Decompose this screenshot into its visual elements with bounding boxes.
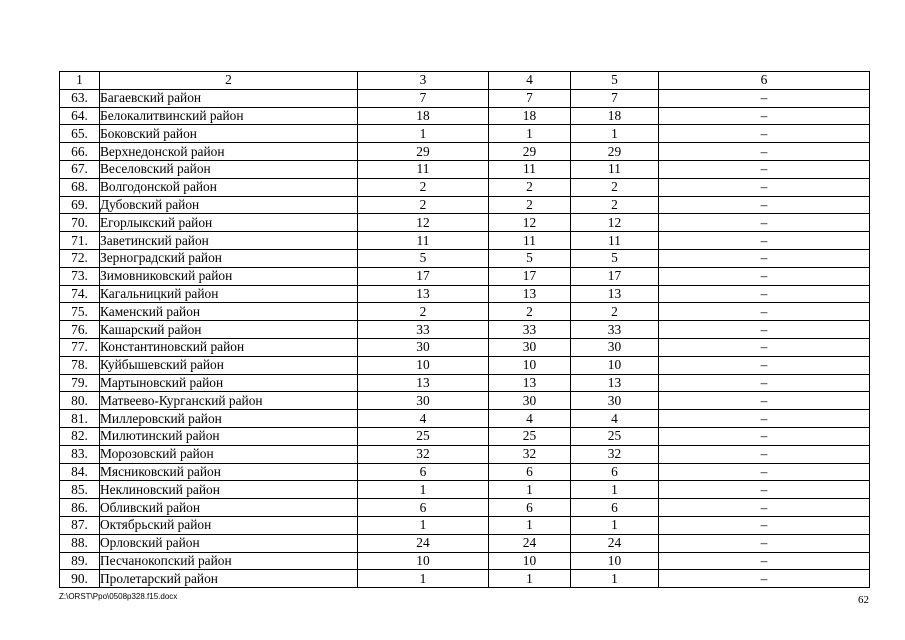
row-number: 72. [60, 249, 100, 267]
value-col-4: 5 [489, 249, 571, 267]
district-name: Морозовский район [100, 445, 358, 463]
value-col-6: – [659, 285, 870, 303]
value-col-3: 1 [358, 570, 489, 588]
value-col-6: – [659, 427, 870, 445]
value-col-4: 1 [489, 125, 571, 143]
value-col-5: 6 [571, 499, 659, 517]
row-number: 78. [60, 356, 100, 374]
value-col-6: – [659, 481, 870, 499]
table-row [60, 463, 870, 481]
row-number: 84. [60, 463, 100, 481]
value-col-3: 1 [358, 125, 489, 143]
row-number: 82. [60, 427, 100, 445]
table-row [60, 125, 870, 143]
header-cell-1: 1 [60, 72, 100, 90]
value-col-4: 2 [489, 196, 571, 214]
district-name: Октябрьский район [100, 516, 358, 534]
table-row [60, 481, 870, 499]
table-row [60, 160, 870, 178]
row-number: 66. [60, 143, 100, 161]
value-col-4: 2 [489, 178, 571, 196]
district-name: Багаевский район [100, 89, 358, 107]
value-col-5: 1 [571, 516, 659, 534]
table-row [60, 356, 870, 374]
row-number: 90. [60, 570, 100, 588]
header-cell-2: 2 [100, 72, 358, 90]
value-col-6: – [659, 356, 870, 374]
value-col-5: 10 [571, 552, 659, 570]
value-col-6: – [659, 267, 870, 285]
row-number: 69. [60, 196, 100, 214]
value-col-5: 1 [571, 481, 659, 499]
value-col-3: 6 [358, 499, 489, 517]
row-number: 79. [60, 374, 100, 392]
district-name: Волгодонской район [100, 178, 358, 196]
column-number-row [60, 72, 870, 90]
district-name: Каменский район [100, 303, 358, 321]
district-name: Дубовский район [100, 196, 358, 214]
value-col-4: 11 [489, 160, 571, 178]
value-col-6: – [659, 338, 870, 356]
district-name: Белокалитвинский район [100, 107, 358, 125]
value-col-6: – [659, 196, 870, 214]
header-cell-4: 4 [489, 72, 571, 90]
value-col-4: 2 [489, 303, 571, 321]
value-col-3: 2 [358, 178, 489, 196]
value-col-3: 30 [358, 392, 489, 410]
value-col-4: 1 [489, 516, 571, 534]
row-number: 88. [60, 534, 100, 552]
value-col-4: 30 [489, 392, 571, 410]
value-col-6: – [659, 516, 870, 534]
row-number: 87. [60, 516, 100, 534]
table-row [60, 534, 870, 552]
value-col-5: 13 [571, 374, 659, 392]
value-col-3: 11 [358, 160, 489, 178]
value-col-5: 30 [571, 338, 659, 356]
row-number: 86. [60, 499, 100, 517]
value-col-3: 13 [358, 285, 489, 303]
district-name: Милютинский район [100, 427, 358, 445]
value-col-6: – [659, 143, 870, 161]
district-name: Зерноградский район [100, 249, 358, 267]
value-col-5: 17 [571, 267, 659, 285]
district-name: Зимовниковский район [100, 267, 358, 285]
value-col-6: – [659, 374, 870, 392]
table-row [60, 374, 870, 392]
row-number: 65. [60, 125, 100, 143]
district-name: Егорлыкский район [100, 214, 358, 232]
district-name: Неклиновский район [100, 481, 358, 499]
districts-table [59, 71, 870, 588]
district-name: Заветинский район [100, 232, 358, 250]
value-col-3: 33 [358, 321, 489, 339]
value-col-3: 24 [358, 534, 489, 552]
value-col-5: 33 [571, 321, 659, 339]
value-col-3: 25 [358, 427, 489, 445]
table-row [60, 232, 870, 250]
value-col-4: 1 [489, 481, 571, 499]
table-row [60, 143, 870, 161]
value-col-6: – [659, 214, 870, 232]
value-col-6: – [659, 321, 870, 339]
value-col-3: 30 [358, 338, 489, 356]
value-col-3: 4 [358, 410, 489, 428]
value-col-5: 30 [571, 392, 659, 410]
value-col-6: – [659, 232, 870, 250]
row-number: 71. [60, 232, 100, 250]
table-row [60, 427, 870, 445]
district-name: Кагальницкий район [100, 285, 358, 303]
value-col-6: – [659, 463, 870, 481]
row-number: 64. [60, 107, 100, 125]
value-col-3: 1 [358, 516, 489, 534]
value-col-4: 1 [489, 570, 571, 588]
value-col-5: 2 [571, 196, 659, 214]
table-row [60, 338, 870, 356]
value-col-3: 32 [358, 445, 489, 463]
value-col-3: 12 [358, 214, 489, 232]
value-col-4: 25 [489, 427, 571, 445]
table-row [60, 410, 870, 428]
table-row [60, 445, 870, 463]
row-number: 76. [60, 321, 100, 339]
value-col-5: 11 [571, 160, 659, 178]
row-number: 68. [60, 178, 100, 196]
value-col-4: 12 [489, 214, 571, 232]
value-col-6: – [659, 552, 870, 570]
district-name: Мартыновский район [100, 374, 358, 392]
value-col-4: 29 [489, 143, 571, 161]
row-number: 83. [60, 445, 100, 463]
value-col-5: 2 [571, 303, 659, 321]
value-col-5: 32 [571, 445, 659, 463]
table-row [60, 321, 870, 339]
value-col-6: – [659, 445, 870, 463]
table-row [60, 552, 870, 570]
value-col-3: 10 [358, 552, 489, 570]
header-cell-3: 3 [358, 72, 489, 90]
district-name: Орловский район [100, 534, 358, 552]
value-col-6: – [659, 178, 870, 196]
district-name: Верхнедонской район [100, 143, 358, 161]
district-name: Пролетарский район [100, 570, 358, 588]
row-number: 74. [60, 285, 100, 303]
district-name: Константиновский район [100, 338, 358, 356]
row-number: 80. [60, 392, 100, 410]
value-col-4: 6 [489, 499, 571, 517]
table-row [60, 249, 870, 267]
value-col-3: 17 [358, 267, 489, 285]
value-col-6: – [659, 499, 870, 517]
district-name: Песчанокопский район [100, 552, 358, 570]
value-col-4: 18 [489, 107, 571, 125]
value-col-3: 6 [358, 463, 489, 481]
value-col-4: 6 [489, 463, 571, 481]
value-col-6: – [659, 160, 870, 178]
value-col-3: 13 [358, 374, 489, 392]
table-row [60, 285, 870, 303]
row-number: 75. [60, 303, 100, 321]
table-row [60, 570, 870, 588]
value-col-6: – [659, 125, 870, 143]
table-row [60, 516, 870, 534]
table-row [60, 89, 870, 107]
table-row [60, 267, 870, 285]
value-col-3: 29 [358, 143, 489, 161]
district-name: Кашарский район [100, 321, 358, 339]
value-col-4: 33 [489, 321, 571, 339]
file-path: Z:\ORST\Ppo\0508p328.f15.docx [59, 592, 178, 601]
value-col-3: 1 [358, 481, 489, 499]
value-col-3: 5 [358, 249, 489, 267]
value-col-6: – [659, 570, 870, 588]
page-number: 62 [858, 594, 869, 606]
value-col-4: 24 [489, 534, 571, 552]
value-col-5: 25 [571, 427, 659, 445]
value-col-4: 10 [489, 356, 571, 374]
district-name: Обливский район [100, 499, 358, 517]
table-row [60, 303, 870, 321]
table-row [60, 214, 870, 232]
district-name: Миллеровский район [100, 410, 358, 428]
value-col-4: 7 [489, 89, 571, 107]
table-body [60, 89, 870, 587]
row-number: 67. [60, 160, 100, 178]
row-number: 77. [60, 338, 100, 356]
value-col-4: 13 [489, 374, 571, 392]
value-col-3: 18 [358, 107, 489, 125]
value-col-5: 11 [571, 232, 659, 250]
value-col-3: 10 [358, 356, 489, 374]
row-number: 63. [60, 89, 100, 107]
value-col-6: – [659, 89, 870, 107]
value-col-6: – [659, 249, 870, 267]
value-col-3: 11 [358, 232, 489, 250]
row-number: 70. [60, 214, 100, 232]
district-name: Матвеево-Курганский район [100, 392, 358, 410]
value-col-5: 1 [571, 570, 659, 588]
district-name: Куйбышевский район [100, 356, 358, 374]
value-col-5: 4 [571, 410, 659, 428]
district-name: Мясниковский район [100, 463, 358, 481]
value-col-6: – [659, 534, 870, 552]
value-col-5: 2 [571, 178, 659, 196]
value-col-5: 12 [571, 214, 659, 232]
district-name: Веселовский район [100, 160, 358, 178]
value-col-5: 13 [571, 285, 659, 303]
table-row [60, 499, 870, 517]
value-col-4: 32 [489, 445, 571, 463]
value-col-3: 7 [358, 89, 489, 107]
table-row [60, 196, 870, 214]
header-cell-6: 6 [659, 72, 870, 90]
value-col-5: 6 [571, 463, 659, 481]
value-col-3: 2 [358, 196, 489, 214]
value-col-4: 17 [489, 267, 571, 285]
row-number: 89. [60, 552, 100, 570]
value-col-4: 30 [489, 338, 571, 356]
value-col-4: 4 [489, 410, 571, 428]
value-col-5: 10 [571, 356, 659, 374]
value-col-4: 13 [489, 285, 571, 303]
value-col-6: – [659, 392, 870, 410]
value-col-6: – [659, 303, 870, 321]
value-col-6: – [659, 410, 870, 428]
table-row [60, 392, 870, 410]
value-col-5: 29 [571, 143, 659, 161]
value-col-4: 11 [489, 232, 571, 250]
header-cell-5: 5 [571, 72, 659, 90]
row-number: 73. [60, 267, 100, 285]
value-col-5: 18 [571, 107, 659, 125]
table-row [60, 107, 870, 125]
row-number: 81. [60, 410, 100, 428]
value-col-5: 24 [571, 534, 659, 552]
value-col-4: 10 [489, 552, 571, 570]
value-col-5: 5 [571, 249, 659, 267]
district-name: Боковский район [100, 125, 358, 143]
value-col-6: – [659, 107, 870, 125]
value-col-5: 7 [571, 89, 659, 107]
table-row [60, 178, 870, 196]
value-col-3: 2 [358, 303, 489, 321]
row-number: 85. [60, 481, 100, 499]
value-col-5: 1 [571, 125, 659, 143]
